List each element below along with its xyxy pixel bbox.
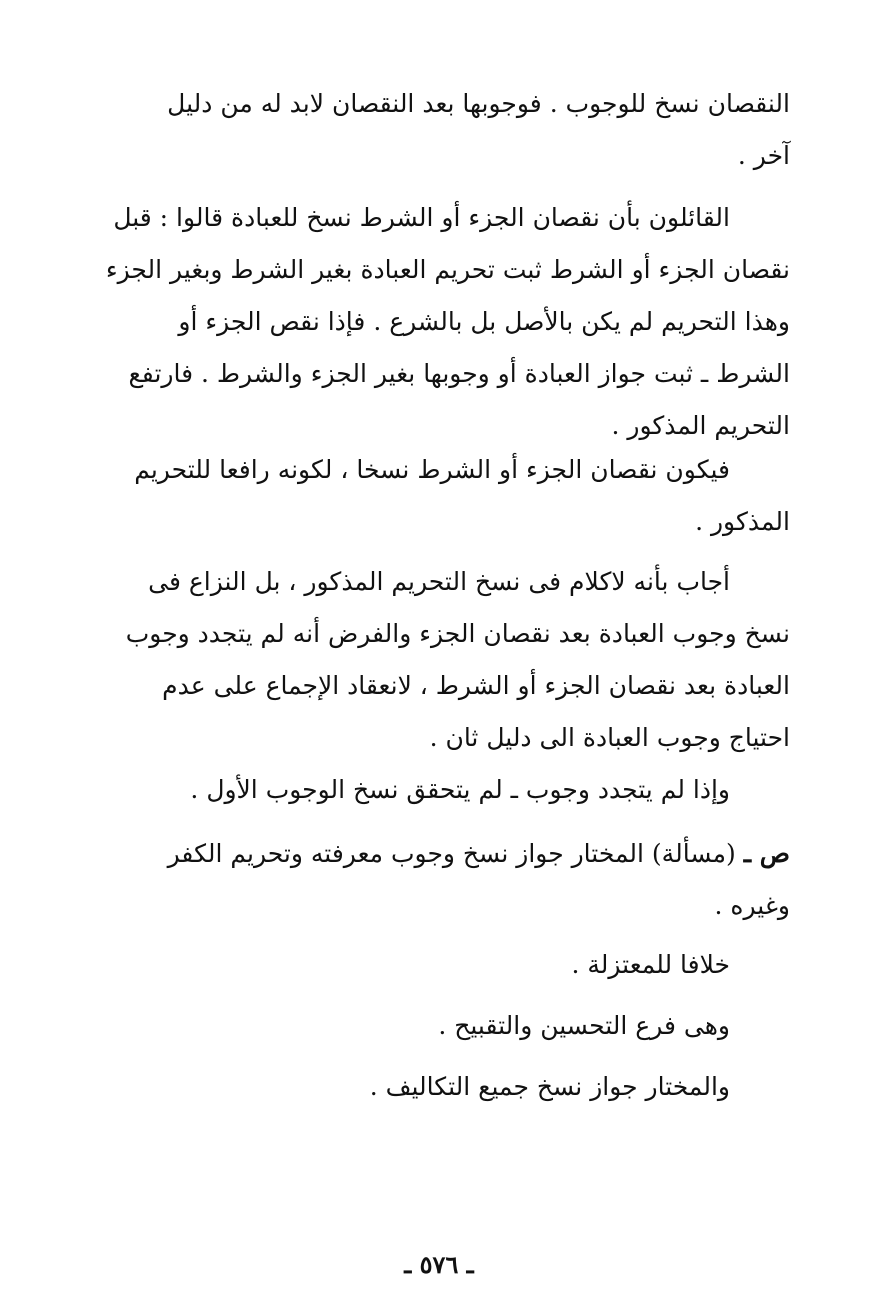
text-line: آخر . xyxy=(737,141,790,170)
masala-text: (مسألة) المختار جواز نسخ وجوب معرفته وتحريم الكفر xyxy=(167,839,736,868)
text-line: وهى فرع التحسين والتقبيح . xyxy=(438,1011,730,1040)
page-number: ـ ٥٧٦ ـ xyxy=(404,1250,474,1279)
text-line: وهذا التحريم لم يكن بالأصل بل بالشرع . فإذا نقص الجزء أو xyxy=(178,307,790,336)
paragraph-3 xyxy=(128,444,790,548)
text-line: أجاب بأنه لاكلام فى نسخ التحريم المذكور ، بل النزاع فى xyxy=(148,567,730,596)
text-line: وغيره . xyxy=(714,891,790,920)
paragraph-2 xyxy=(105,192,790,452)
text-line: القائلون بأن نقصان الجزء أو الشرط نسخ للعبادة قالوا : قبل xyxy=(113,203,730,232)
text-line: نقصان الجزء أو الشرط ثبت تحريم العبادة بغير الشرط وبغير الجزء xyxy=(105,255,790,284)
text-line: المذكور . xyxy=(695,507,790,536)
closing-lines xyxy=(128,934,790,1117)
text-line: الشرط ـ ثبت جواز العبادة أو وجوبها بغير الجزء والشرط . فارتفع xyxy=(128,359,790,388)
paragraph-1 xyxy=(128,78,790,182)
text-line: خلافا للمعتزلة . xyxy=(571,950,730,979)
text-line: احتياج وجوب العبادة الى دليل ثان . xyxy=(429,723,790,752)
text-line: وإذا لم يتجدد وجوب ـ لم يتحقق نسخ الوجوب الأول . xyxy=(190,775,730,804)
masala-lead: ص ـ xyxy=(743,839,790,868)
text-line: النقصان نسخ للوجوب . فوجوبها بعد النقصان لابد له من دليل xyxy=(167,89,790,118)
paragraph-5 xyxy=(128,764,790,816)
text-line: فيكون نقصان الجزء أو الشرط نسخا ، لكونه رافعا للتحريم xyxy=(134,455,730,484)
text-line xyxy=(128,828,790,880)
masala-paragraph xyxy=(128,828,790,932)
text-line: والمختار جواز نسخ جميع التكاليف . xyxy=(369,1072,730,1101)
text-line: التحريم المذكور . xyxy=(611,411,790,440)
text-line: نسخ وجوب العبادة بعد نقصان الجزء والفرض أنه لم يتجدد وجوب xyxy=(125,619,790,648)
text-line: العبادة بعد نقصان الجزء أو الشرط ، لانعقاد الإجماع على عدم xyxy=(162,671,790,700)
paragraph-4 xyxy=(125,556,790,764)
